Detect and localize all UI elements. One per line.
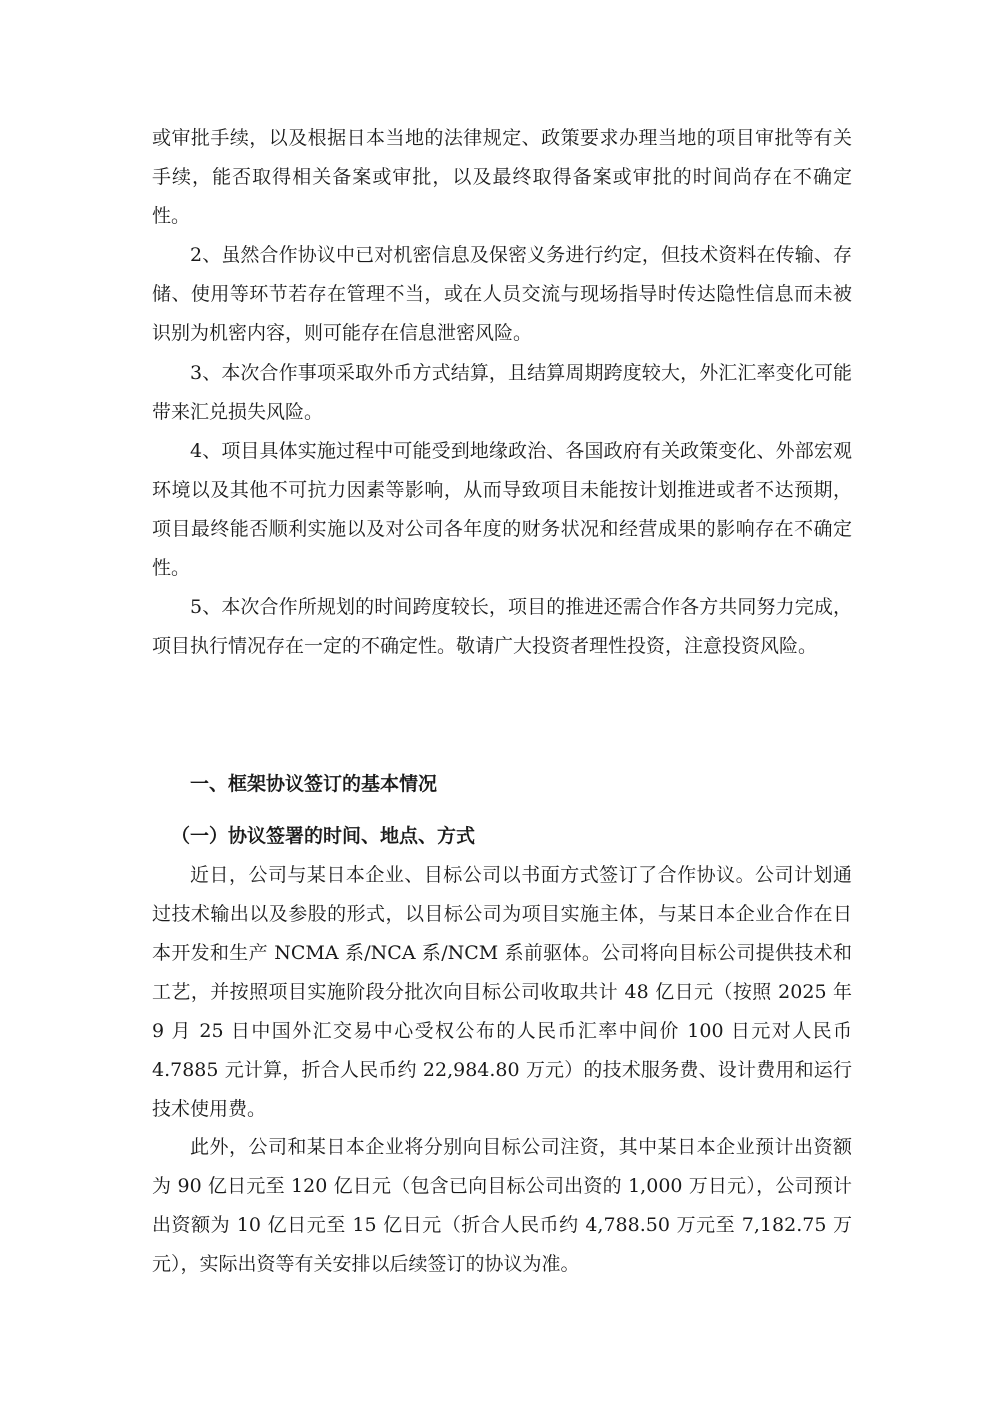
paragraph-risk-2-confidentiality: 2、虽然合作协议中已对机密信息及保密义务进行约定，但技术资料在传输、存储、使用等环节若存在管理不当，或在人员交流与现场指导时传达隐性信息而未被识别为机密内容，则可能存在信息泄密风险。 (152, 244, 852, 344)
section-heading: 一、框架协议签订的基本情况 (190, 773, 438, 795)
paragraph-capital-contribution: 此外，公司和某日本企业将分别向目标公司注资，其中某日本企业预计出资额为 90 亿日元至 120 亿日元（包含已向目标公司出资的 1,000 万日元），公司预计出资额为 10 亿日元至 15 亿日元（折合人民币约 4,788.50 万元至 7,182.75 万元），实际出资等有关安排以后续签订的协议为准。 (152, 1136, 852, 1275)
paragraph-risk-5-timeline: 5、本次合作所规划的时间跨度较长，项目的推进还需合作各方共同努力完成，项目执行情况存在一定的不确定性。敬请广大投资者理性投资，注意投资风险。 (152, 596, 852, 657)
paragraph-agreement-details: 近日，公司与某日本企业、目标公司以书面方式签订了合作协议。公司计划通过技术输出以及参股的形式，以目标公司为项目实施主体，与某日本企业合作在日本开发和生产 NCMA 系/NCA 系/NCM 系前驱体。公司将向目标公司提供技术和工艺，并按照项目实施阶段分批次向目标公司收取共计 48 亿日元（按照 2025 年 9 月 25 日中国外汇交易中心受权公布的人民币汇率中间价 100 日元对人民币 4.7885 元计算，折合人民币约 22,984.80 万元）的技术服务费、设计费用和运行技术使用费。 (152, 864, 852, 1120)
paragraph-risk-3-exchange-rate: 3、本次合作事项采取外币方式结算，且结算周期跨度较大，外汇汇率变化可能带来汇兑损失风险。 (152, 362, 852, 423)
subsection-heading: （一）协议签署的时间、地点、方式 (171, 825, 476, 847)
paragraph-approval-uncertainty: 或审批手续，以及根据日本当地的法律规定、政策要求办理当地的项目审批等有关手续，能否取得相关备案或审批，以及最终取得备案或审批的时间尚存在不确定性。 (152, 127, 852, 227)
paragraph-risk-4-geopolitics: 4、项目具体实施过程中可能受到地缘政治、各国政府有关政策变化、外部宏观环境以及其他不可抗力因素等影响，从而导致项目未能按计划推进或者不达预期，项目最终能否顺利实施以及对公司各年度的财务状况和经营成果的影响存在不确定性。 (152, 440, 852, 579)
